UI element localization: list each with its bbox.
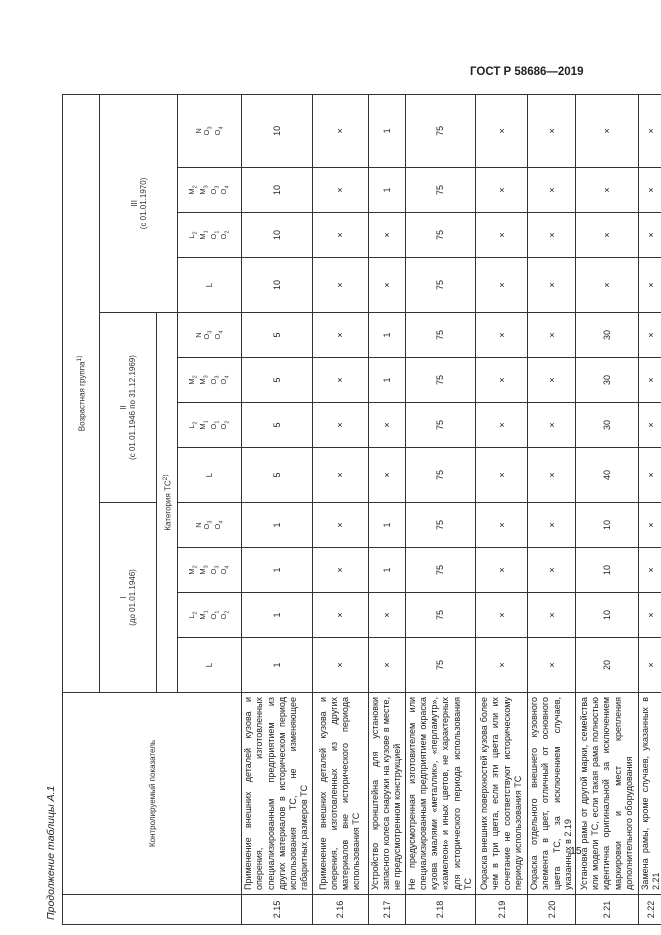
value-cell: 75 <box>405 358 476 403</box>
value-cell: × <box>476 94 528 167</box>
row-number: 2.15 <box>242 895 313 925</box>
value-cell: × <box>476 593 528 638</box>
category-code: $O_1$ <box>208 420 220 430</box>
value-cell: × <box>368 593 405 638</box>
category-code: $O_1$ <box>208 230 220 240</box>
row-indicator-text: Не предусмотренная изготовителем или специализированным предприятием окраска кузова эмалями «металлик», «перламутр», «хамелеон» и иных цветов, не характерных для исторического периода использования ТС <box>405 693 476 895</box>
value-cell: × <box>528 213 576 258</box>
value-cell: × <box>476 313 528 358</box>
category-code: $M_3$ <box>197 565 210 575</box>
row-indicator-text: Окраска внешних поверхностей кузова более чем в три цвета, если эти цвета или их сочетание не соответствуют историческому периоду использования ТС <box>476 693 528 895</box>
value-cell: 75 <box>405 638 476 693</box>
value-cell: × <box>576 258 639 313</box>
value-cell: 1 <box>242 638 313 693</box>
value-cell: 10 <box>242 94 313 167</box>
category-code: $O_2$ <box>219 230 231 240</box>
value-cell: × <box>528 258 576 313</box>
category-code: $O_3$ <box>208 185 220 195</box>
value-cell: × <box>528 593 576 638</box>
table-row <box>312 94 368 924</box>
value-cell: × <box>528 94 576 167</box>
value-cell: 75 <box>405 448 476 503</box>
value-cell: × <box>639 448 661 503</box>
value-cell: × <box>639 168 661 213</box>
value-cell: × <box>312 548 368 593</box>
value-cell: × <box>639 94 661 167</box>
value-cell: × <box>639 358 661 403</box>
table-row <box>639 94 661 924</box>
value-cell: × <box>476 403 528 448</box>
value-cell: × <box>639 213 661 258</box>
category-code: $M_2$ <box>187 185 199 195</box>
value-cell: × <box>639 638 661 693</box>
category-L-cell: L <box>178 258 242 313</box>
rotated-table-block <box>40 95 661 925</box>
category-code: $L_2$ <box>187 421 199 429</box>
category-code: $M_3$ <box>197 375 210 385</box>
value-cell: 1 <box>242 593 313 638</box>
value-cell: 75 <box>405 213 476 258</box>
value-cell: 1 <box>368 503 405 548</box>
value-cell: × <box>528 403 576 448</box>
table-row <box>528 94 576 924</box>
value-cell: × <box>476 213 528 258</box>
table-row <box>405 94 476 924</box>
category-code: $L_2$ <box>187 611 199 619</box>
header-indicator: Контролируемый показатель <box>63 693 242 895</box>
value-cell: 10 <box>576 503 639 548</box>
category-code: $O_4$ <box>219 375 231 385</box>
control-table <box>62 94 661 925</box>
value-cell: × <box>312 213 368 258</box>
value-cell: 75 <box>405 258 476 313</box>
value-cell: 1 <box>368 168 405 213</box>
row-indicator-text: Применение внешних деталей кузова и оперения, изготовленных из других материалов вне исторического периода использования ТС <box>312 693 368 895</box>
value-cell: 1 <box>368 358 405 403</box>
value-cell: × <box>639 548 661 593</box>
value-cell: × <box>476 548 528 593</box>
category-code: $O_3$ <box>208 565 220 575</box>
value-cell: × <box>528 358 576 403</box>
category-code: $O_4$ <box>219 565 231 575</box>
header-vehicle-category: Категория ТС$^{2)}$ <box>157 313 178 693</box>
category-stack-cell <box>178 94 242 167</box>
table-row <box>368 94 405 924</box>
row-indicator-text: Окраска отдельного внешнего кузовного элемента в цвет, отличный от основного цвета ТС, за исключением случаев, указанных в 2.19 <box>528 693 576 895</box>
value-cell: 75 <box>405 548 476 593</box>
value-cell: × <box>312 358 368 403</box>
category-code: $M_2$ <box>187 375 199 385</box>
value-cell: 20 <box>576 638 639 693</box>
table-row <box>476 94 528 924</box>
value-cell: × <box>368 638 405 693</box>
row-number: 2.19 <box>476 895 528 925</box>
row-number: 2.20 <box>528 895 576 925</box>
table-caption: Продолжение таблицы А.1 <box>45 785 57 920</box>
category-code: $O_2$ <box>219 420 231 430</box>
value-cell: 75 <box>405 503 476 548</box>
value-cell: × <box>639 403 661 448</box>
value-cell: × <box>312 593 368 638</box>
value-cell: × <box>528 638 576 693</box>
category-stack-cell <box>178 313 242 358</box>
row-number: 2.16 <box>312 895 368 925</box>
value-cell: × <box>528 313 576 358</box>
value-cell: 30 <box>576 403 639 448</box>
category-code: $O_3$ <box>202 126 214 136</box>
category-stack-cell <box>178 213 242 258</box>
value-cell: 75 <box>405 593 476 638</box>
header-group-3: III (с 01.01.1970) <box>100 94 178 312</box>
value-cell: × <box>476 168 528 213</box>
header-group-2: II (с 01.01.1946 по 31.12.1969) <box>100 313 157 503</box>
row-indicator-text: Замена рамы, кроме случаев, указанных в 2.21 <box>639 693 661 895</box>
value-cell: × <box>312 503 368 548</box>
value-cell: 1 <box>242 548 313 593</box>
value-cell: × <box>576 94 639 167</box>
category-L-cell: L <box>178 638 242 693</box>
value-cell: × <box>528 548 576 593</box>
value-cell: × <box>476 358 528 403</box>
row-number: 2.18 <box>405 895 476 925</box>
category-L-cell: L <box>178 448 242 503</box>
header-group-1: I (до 01.01.1946) <box>100 503 157 693</box>
value-cell: × <box>312 638 368 693</box>
value-cell: × <box>312 94 368 167</box>
row-indicator-text: Устройство кронштейна для установки запасного колеса снаружи на кузове в месте, не предусмотренном конструкцией <box>368 693 405 895</box>
value-cell: × <box>476 503 528 548</box>
value-cell: 5 <box>242 403 313 448</box>
value-cell: 10 <box>242 213 313 258</box>
category-code: $O_1$ <box>208 610 220 620</box>
category-stack-cell <box>178 403 242 448</box>
page-number: 15 <box>570 845 582 857</box>
category-code: $M_1$ <box>197 230 210 240</box>
value-cell: 5 <box>242 448 313 503</box>
value-cell: 5 <box>242 313 313 358</box>
category-stack-cell <box>178 168 242 213</box>
value-cell: × <box>312 258 368 313</box>
value-cell: 10 <box>242 168 313 213</box>
category-stack-cell <box>178 358 242 403</box>
value-cell: × <box>639 593 661 638</box>
value-cell: × <box>476 448 528 503</box>
value-cell: × <box>476 638 528 693</box>
value-cell: × <box>368 448 405 503</box>
value-cell: × <box>476 258 528 313</box>
value-cell: × <box>312 403 368 448</box>
value-cell: 10 <box>576 593 639 638</box>
value-cell: × <box>312 313 368 358</box>
category-code: $O_4$ <box>212 126 225 136</box>
header-age-group: Возрастная группа$^{1)}$ <box>63 94 100 692</box>
row-number: 2.21 <box>576 895 639 925</box>
category-code: $M_3$ <box>197 185 210 195</box>
value-cell: 1 <box>368 548 405 593</box>
value-cell: 5 <box>242 358 313 403</box>
category-code: $O_4$ <box>219 185 231 195</box>
row-number: 2.17 <box>368 895 405 925</box>
value-cell: 1 <box>242 503 313 548</box>
category-stack-cell <box>178 593 242 638</box>
value-cell: 1 <box>368 94 405 167</box>
category-code: $O_4$ <box>212 520 225 530</box>
value-cell: × <box>368 403 405 448</box>
category-code: N <box>193 128 203 134</box>
value-cell: × <box>312 168 368 213</box>
value-cell: 75 <box>405 94 476 167</box>
value-cell: × <box>576 168 639 213</box>
category-code: $O_3$ <box>208 375 220 385</box>
value-cell: × <box>639 503 661 548</box>
category-code: $O_4$ <box>212 330 225 340</box>
value-cell: 40 <box>576 448 639 503</box>
value-cell: 75 <box>405 168 476 213</box>
category-code: $O_2$ <box>219 610 231 620</box>
category-code: $O_3$ <box>202 520 214 530</box>
category-stack-cell <box>178 548 242 593</box>
category-code: $O_3$ <box>202 330 214 340</box>
table-row <box>242 94 313 924</box>
row-indicator-text: Установка рамы от другой марки, семейства или модели ТС, если такая рама полностью идентична оригинальной за исключением маркировки и мест крепления дополнительного оборудования <box>576 693 639 895</box>
value-cell: 75 <box>405 313 476 358</box>
category-code: N <box>193 522 203 528</box>
value-cell: × <box>576 213 639 258</box>
table-row <box>576 94 639 924</box>
value-cell: × <box>528 503 576 548</box>
category-code: $L_2$ <box>187 231 199 239</box>
value-cell: × <box>639 258 661 313</box>
value-cell: 75 <box>405 403 476 448</box>
value-cell: 30 <box>576 313 639 358</box>
value-cell: 30 <box>576 358 639 403</box>
value-cell: 10 <box>242 258 313 313</box>
category-code: N <box>193 332 203 338</box>
category-stack-cell <box>178 503 242 548</box>
category-code: $M_1$ <box>197 420 210 430</box>
row-number: 2.22 <box>639 895 661 925</box>
value-cell: 10 <box>576 548 639 593</box>
header-row-age <box>63 94 100 924</box>
value-cell: × <box>312 448 368 503</box>
category-code: $M_2$ <box>187 565 199 575</box>
header-num-cell <box>63 895 242 925</box>
value-cell: × <box>528 448 576 503</box>
row-indicator-text: Применение внешних деталей кузова и оперения, изготовленных специализированным предприятием из других материалов в историческом период использования ТС, не изменяющее габаритных размеров ТС <box>242 693 313 895</box>
value-cell: × <box>368 258 405 313</box>
value-cell: × <box>368 213 405 258</box>
standard-number: ГОСТ Р 58686—2019 <box>470 66 584 78</box>
value-cell: × <box>639 313 661 358</box>
value-cell: × <box>528 168 576 213</box>
value-cell: 1 <box>368 313 405 358</box>
category-code: $M_1$ <box>197 610 210 620</box>
